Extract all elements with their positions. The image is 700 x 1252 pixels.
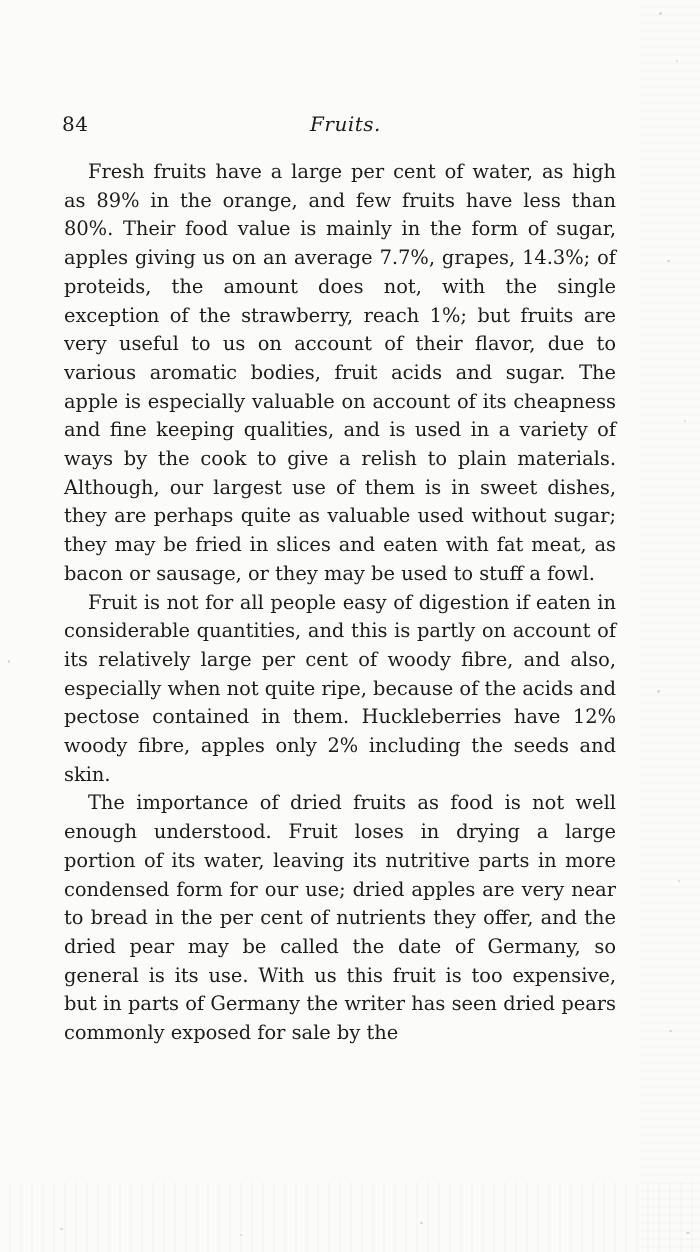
- print-speck: [678, 880, 680, 882]
- print-speck: [667, 260, 670, 262]
- page-header: [62, 112, 616, 142]
- paragraph: Fresh fruits have a large per cent of water, as high as 89% in the orange, and few fruits have less than 80%. Their food value is mainly in the form of sugar, apples giving us on an average 7.7%, grapes, 14.3%; of proteids, the amount does not, with the single exception of the strawberry, reach 1%; but fruits are very useful to us on account of their flavor, due to various aromatic bodies, fruit acids and sugar. The apple is especially valuable on account of its cheapness and fine keeping qualities, and is used in a variety of ways by the cook to give a relish to plain materials. Although, our largest use of them is in sweet dishes, they are perhaps quite as valuable used without sugar; they may be fried in slices and eaten with fat meat, as bacon or sausage, or they may be used to stuff a fowl.: [64, 160, 616, 585]
- running-head: Fruits.: [310, 112, 381, 136]
- body-text: [64, 158, 616, 1048]
- print-speck: [60, 1228, 63, 1230]
- page-bottom-texture: [0, 1182, 700, 1252]
- page-edge-texture: [640, 0, 700, 1252]
- page-number: 84: [62, 112, 89, 136]
- print-speck: [684, 420, 686, 422]
- print-speck: [676, 60, 678, 62]
- print-speck: [657, 690, 660, 693]
- print-speck: [420, 1222, 423, 1224]
- paragraph: The importance of dried fruits as food is not well enough understood. Fruit loses in drying a large portion of its water, leaving its nutritive parts in more condensed form for our use; dried apples are very near to bread in the per cent of nutrients they offer, and the dried pear may be called the date of Germany, so general is its use. With us this fruit is too expensive, but in parts of Germany the writer has seen dried pears commonly exposed for sale by the: [64, 791, 616, 1045]
- print-speck: [240, 1234, 242, 1236]
- paragraph: Fruit is not for all people easy of digestion if eaten in considerable quantities, and this is partly on account of its relatively large per cent of woody fibre, and also, especially when not quite ripe, because of the acids and pectose contained in them. Huckleberries have 12% woody fibre, apples only 2% including the seeds and skin.: [64, 590, 616, 786]
- print-speck: [659, 12, 662, 15]
- print-speck: [8, 660, 10, 663]
- print-speck: [686, 1232, 690, 1234]
- print-speck: [669, 1030, 672, 1032]
